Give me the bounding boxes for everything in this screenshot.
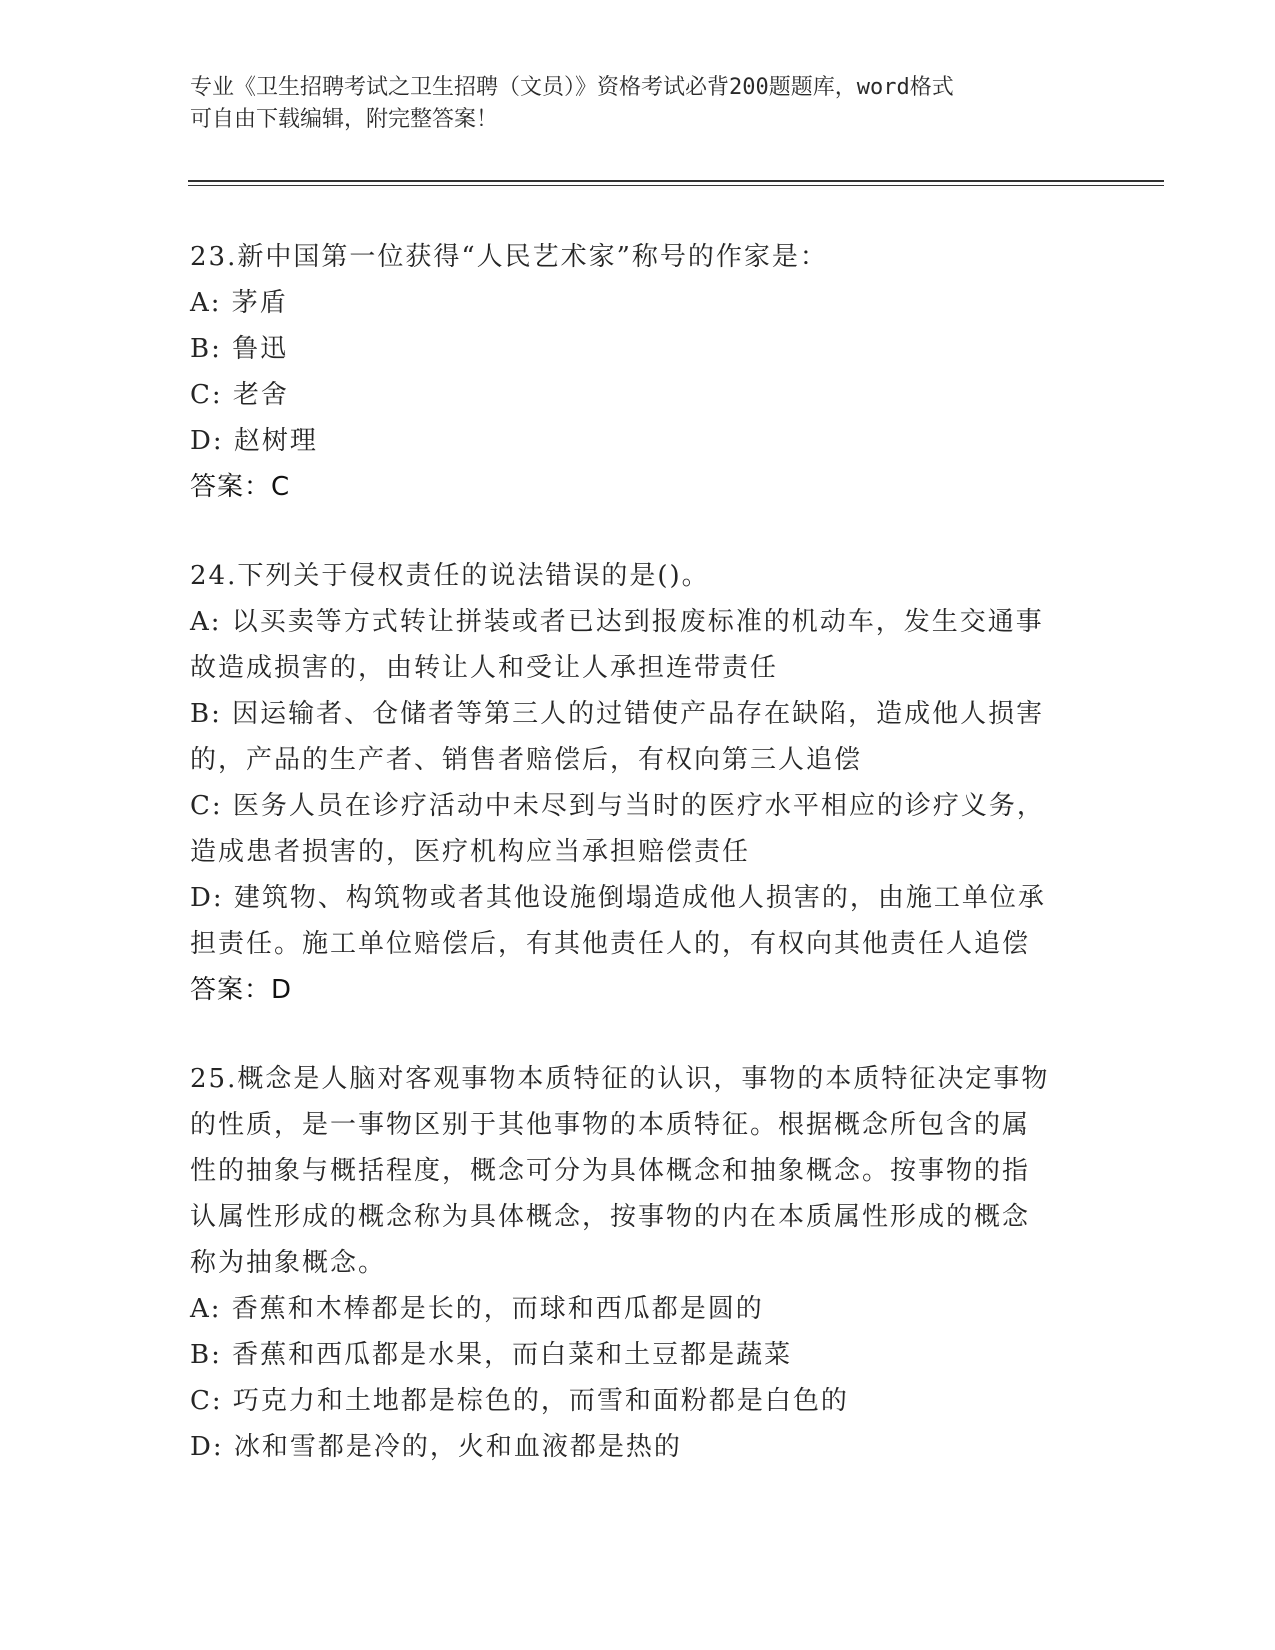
- question-stem-line-1: 25.概念是人脑对客观事物本质特征的认识，事物的本质特征决定事物: [190, 1064, 1050, 1094]
- question-stem-line-5: 称为抽象概念。: [190, 1248, 387, 1278]
- option-c: C: 老舍: [190, 380, 289, 410]
- option-c: C: 巧克力和土地都是棕色的，而雪和面粉都是白色的: [190, 1386, 849, 1416]
- question-23: [190, 234, 1090, 510]
- option-d: D: 冰和雪都是冷的，火和血液都是热的: [190, 1432, 682, 1462]
- option-d: D: 赵树理: [190, 426, 318, 456]
- answer-text: 答案：C: [190, 472, 291, 502]
- document-header: [190, 72, 1070, 136]
- header-line-1: 专业《卫生招聘考试之卫生招聘（文员）》资格考试必背200题题库，word格式: [190, 75, 954, 100]
- option-a-continued: 故造成损害的，由转让人和受让人承担连带责任: [190, 653, 779, 683]
- question-24: [190, 553, 1090, 1013]
- option-b: B: 香蕉和西瓜都是水果，而白菜和土豆都是蔬菜: [190, 1340, 793, 1370]
- question-stem-line-3: 性的抽象与概括程度，概念可分为具体概念和抽象概念。按事物的指: [190, 1156, 1031, 1186]
- question-stem-line-4: 认属性形成的概念称为具体概念，按事物的内在本质属性形成的概念: [190, 1202, 1031, 1232]
- question-25: [190, 1056, 1090, 1470]
- option-c: C: 医务人员在诊疗活动中未尽到与当时的医疗水平相应的诊疗义务，: [190, 791, 1045, 821]
- option-d-continued: 担责任。施工单位赔偿后，有其他责任人的，有权向其他责任人追偿: [190, 929, 1031, 959]
- option-d: D: 建筑物、构筑物或者其他设施倒塌造成他人损害的，由施工单位承: [190, 883, 1046, 913]
- question-stem: 24.下列关于侵权责任的说法错误的是()。: [190, 561, 710, 591]
- option-c-continued: 造成患者损害的，医疗机构应当承担赔偿责任: [190, 837, 751, 867]
- header-line-2: 可自由下载编辑，附完整答案！: [190, 107, 499, 132]
- header-divider: [188, 180, 1164, 182]
- option-a: A: 香蕉和木棒都是长的，而球和西瓜都是圆的: [190, 1294, 764, 1324]
- option-a: A: 茅盾: [190, 288, 288, 318]
- header-divider-thin: [188, 185, 1164, 186]
- option-b: B: 鲁迅: [190, 334, 289, 364]
- option-a: A: 以买卖等方式转让拼装或者已达到报废标准的机动车，发生交通事: [190, 607, 1044, 637]
- question-stem-line-2: 的性质，是一事物区别于其他事物的本质特征。根据概念所包含的属: [190, 1110, 1031, 1140]
- option-b: B: 因运输者、仓储者等第三人的过错使产品存在缺陷，造成他人损害: [190, 699, 1045, 729]
- answer-text: 答案：D: [190, 975, 293, 1005]
- option-b-continued: 的，产品的生产者、销售者赔偿后，有权向第三人追偿: [190, 745, 863, 775]
- question-stem: 23.新中国第一位获得“人民艺术家”称号的作家是：: [190, 242, 828, 272]
